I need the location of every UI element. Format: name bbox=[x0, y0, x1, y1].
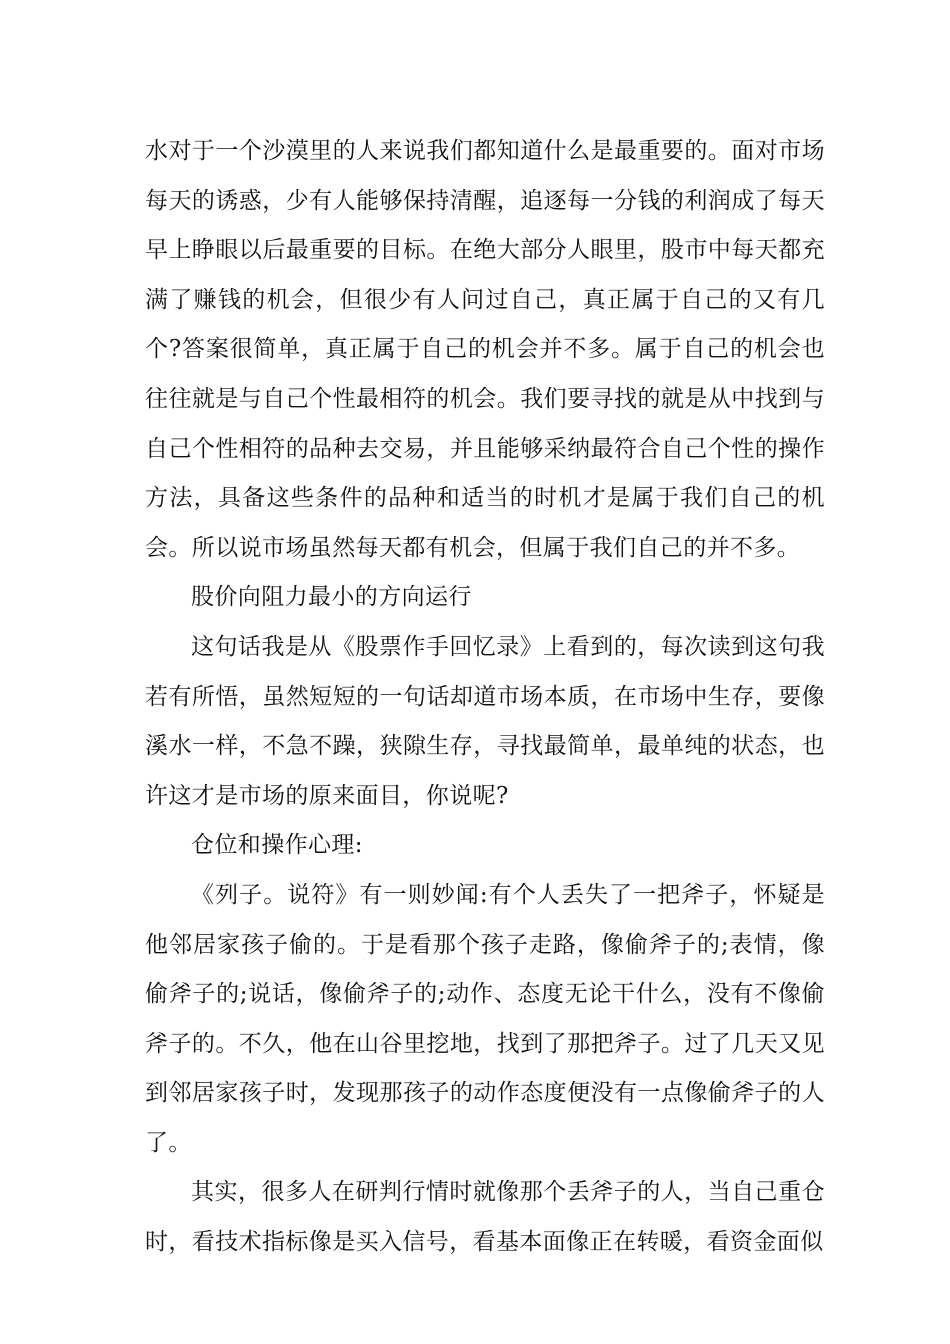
paragraph-heading-price-direction: 股价向阻力最小的方向运行 bbox=[191, 584, 472, 611]
paragraph-5: 《列子。说符》有一则妙闻:有个人丢失了一把斧子，怀疑是他邻居家孩子偷的。于是看那个孩子走路，像偷斧子的;表情，像偷斧子的;说话，像偷斧子的;动作、态度无论干什么，没有不像偷斧子的。不久，他在山谷里挖地，找到了那把斧子。过了几天又见到邻居家孩子时，发现那孩子的动作态度便没有一点像偷斧子的人了。 bbox=[145, 881, 825, 1156]
paragraph-3: 这句话我是从《股票作手回忆录》上看到的，每次读到这句我若有所悟，虽然短短的一句话却道市场本质，在市场中生存，要像溪水一样，不急不躁，狭隙生存，寻找最简单，最单纯的状态，也许这才是市场的原来面目，你说呢? bbox=[145, 633, 825, 809]
paragraph-1: 水对于一个沙漠里的人来说我们都知道什么是最重要的。面对市场每天的诱惑，少有人能够保持清醒，追逐每一分钱的利润成了每天早上睁眼以后最重要的目标。在绝大部分人眼里，股市中每天都充满了赚钱的机会，但很少有人问过自己，真正属于自己的又有几个?答案很简单，真正属于自己的机会并不多。属于自己的机会也往往就是与自己个性最相符的机会。我们要寻找的就是从中找到与自己个性相符的品种去交易，并且能够采纳最符合自己个性的操作方法，具备这些条件的品种和适当的时机才是属于我们自己的机会。所以说市场虽然每天都有机会，但属于我们自己的并不多。 bbox=[145, 138, 825, 561]
paragraph-heading-position-psychology: 仓位和操作心理: bbox=[191, 832, 363, 859]
paragraph-6: 其实，很多人在研判行情时就像那个丢斧子的人，当自己重仓时，看技术指标像是买入信号，看基本面像正在转暖，看资金面似 bbox=[145, 1179, 825, 1256]
document-body bbox=[145, 127, 825, 1268]
